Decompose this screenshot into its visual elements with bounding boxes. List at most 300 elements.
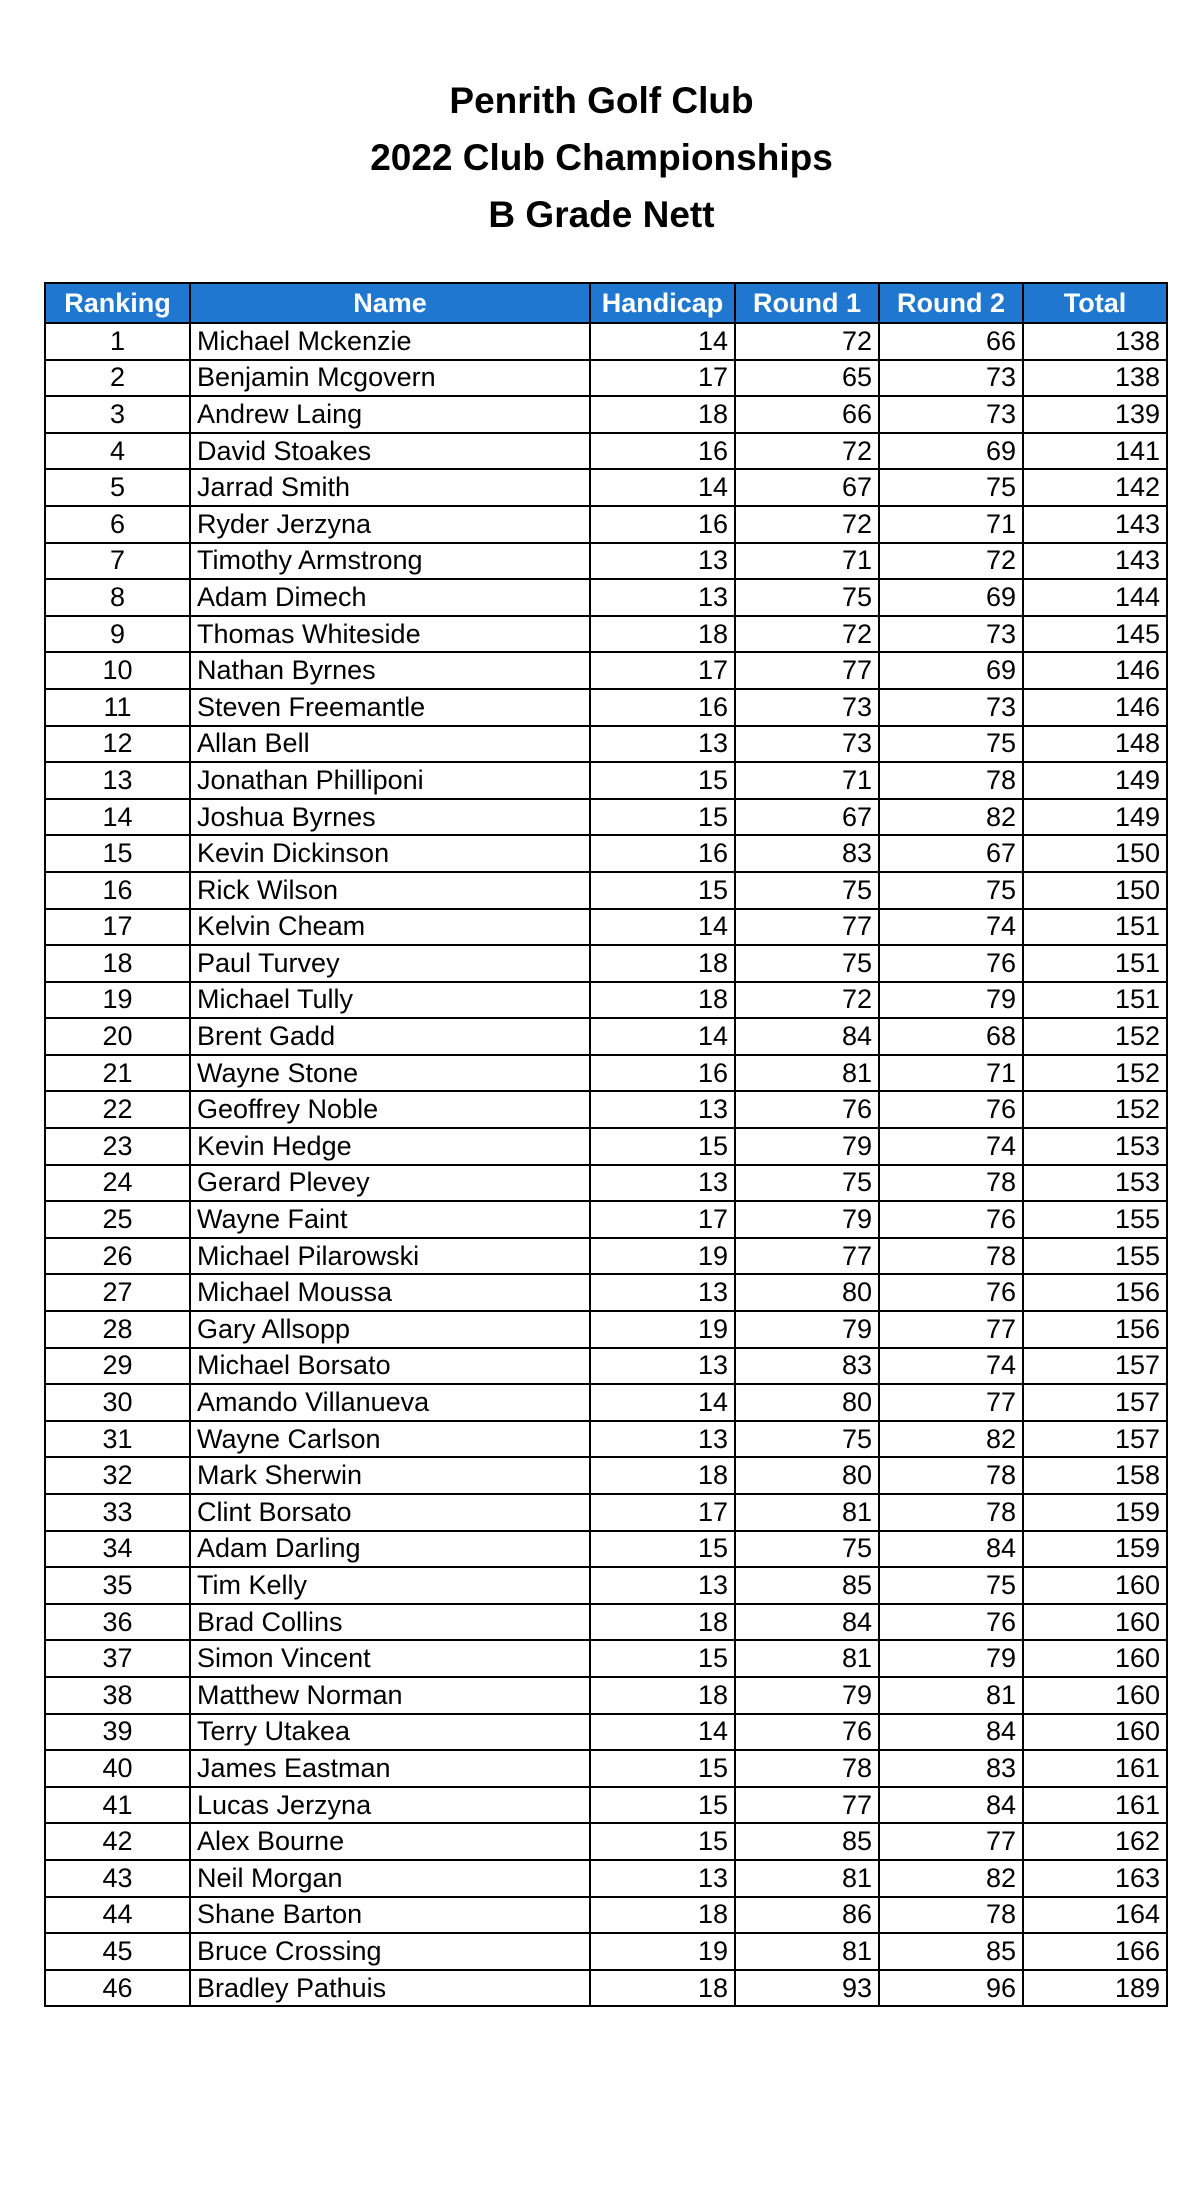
cell-name: Gary Allsopp <box>190 1311 590 1348</box>
cell-round-1: 79 <box>735 1677 879 1714</box>
cell-ranking: 41 <box>45 1787 190 1824</box>
cell-round-1: 79 <box>735 1201 879 1238</box>
cell-handicap: 13 <box>590 1165 735 1202</box>
cell-round-2: 68 <box>879 1018 1023 1055</box>
cell-round-2: 69 <box>879 579 1023 616</box>
cell-round-1: 71 <box>735 543 879 580</box>
cell-round-1: 85 <box>735 1567 879 1604</box>
cell-round-1: 77 <box>735 1238 879 1275</box>
cell-round-1: 72 <box>735 982 879 1019</box>
table-row <box>45 945 1167 982</box>
cell-ranking: 15 <box>45 835 190 872</box>
table-row <box>45 1201 1167 1238</box>
cell-ranking: 5 <box>45 469 190 506</box>
table-row <box>45 1457 1167 1494</box>
cell-handicap: 15 <box>590 1823 735 1860</box>
cell-total: 161 <box>1023 1787 1167 1824</box>
cell-round-2: 72 <box>879 543 1023 580</box>
cell-ranking: 22 <box>45 1091 190 1128</box>
table-row <box>45 1531 1167 1568</box>
results-table <box>44 282 1168 2007</box>
cell-round-2: 71 <box>879 1055 1023 1092</box>
cell-ranking: 1 <box>45 323 190 360</box>
cell-handicap: 16 <box>590 835 735 872</box>
cell-total: 163 <box>1023 1860 1167 1897</box>
cell-total: 150 <box>1023 835 1167 872</box>
col-header-name: Name <box>190 283 590 323</box>
cell-round-2: 69 <box>879 652 1023 689</box>
cell-ranking: 16 <box>45 872 190 909</box>
cell-name: Neil Morgan <box>190 1860 590 1897</box>
cell-handicap: 18 <box>590 1457 735 1494</box>
cell-total: 143 <box>1023 506 1167 543</box>
table-row <box>45 1494 1167 1531</box>
cell-name: Amando Villanueva <box>190 1384 590 1421</box>
cell-round-1: 77 <box>735 1787 879 1824</box>
cell-ranking: 13 <box>45 762 190 799</box>
cell-round-2: 76 <box>879 945 1023 982</box>
cell-name: Wayne Carlson <box>190 1421 590 1458</box>
cell-handicap: 16 <box>590 433 735 470</box>
table-row <box>45 1018 1167 1055</box>
cell-round-1: 72 <box>735 616 879 653</box>
grade-title: B Grade Nett <box>488 194 715 235</box>
cell-round-1: 79 <box>735 1128 879 1165</box>
cell-round-1: 81 <box>735 1860 879 1897</box>
col-header-round-2: Round 2 <box>879 283 1023 323</box>
cell-round-2: 76 <box>879 1091 1023 1128</box>
cell-round-1: 83 <box>735 1348 879 1385</box>
cell-round-1: 67 <box>735 469 879 506</box>
cell-name: Nathan Byrnes <box>190 652 590 689</box>
cell-name: Shane Barton <box>190 1897 590 1934</box>
cell-name: Gerard Plevey <box>190 1165 590 1202</box>
cell-name: Kelvin Cheam <box>190 909 590 946</box>
table-row <box>45 1091 1167 1128</box>
table-row <box>45 1311 1167 1348</box>
table-row <box>45 835 1167 872</box>
cell-name: Mark Sherwin <box>190 1457 590 1494</box>
table-row <box>45 1604 1167 1641</box>
cell-handicap: 14 <box>590 1018 735 1055</box>
cell-name: Alex Bourne <box>190 1823 590 1860</box>
cell-ranking: 38 <box>45 1677 190 1714</box>
cell-total: 159 <box>1023 1531 1167 1568</box>
cell-ranking: 17 <box>45 909 190 946</box>
cell-name: Wayne Faint <box>190 1201 590 1238</box>
table-row <box>45 396 1167 433</box>
cell-round-2: 81 <box>879 1677 1023 1714</box>
cell-round-1: 72 <box>735 433 879 470</box>
table-row <box>45 1421 1167 1458</box>
cell-round-2: 78 <box>879 1457 1023 1494</box>
cell-ranking: 29 <box>45 1348 190 1385</box>
cell-total: 160 <box>1023 1677 1167 1714</box>
cell-total: 160 <box>1023 1567 1167 1604</box>
table-row <box>45 616 1167 653</box>
cell-total: 157 <box>1023 1384 1167 1421</box>
cell-name: Bruce Crossing <box>190 1933 590 1970</box>
cell-total: 142 <box>1023 469 1167 506</box>
cell-total: 160 <box>1023 1604 1167 1641</box>
cell-name: Paul Turvey <box>190 945 590 982</box>
cell-total: 166 <box>1023 1933 1167 1970</box>
cell-total: 139 <box>1023 396 1167 433</box>
cell-round-1: 84 <box>735 1018 879 1055</box>
table-row <box>45 506 1167 543</box>
cell-total: 138 <box>1023 323 1167 360</box>
cell-ranking: 37 <box>45 1640 190 1677</box>
cell-name: Andrew Laing <box>190 396 590 433</box>
cell-total: 151 <box>1023 982 1167 1019</box>
table-row <box>45 982 1167 1019</box>
cell-ranking: 35 <box>45 1567 190 1604</box>
cell-ranking: 6 <box>45 506 190 543</box>
cell-round-1: 81 <box>735 1494 879 1531</box>
cell-ranking: 4 <box>45 433 190 470</box>
table-row <box>45 469 1167 506</box>
table-row <box>45 1165 1167 1202</box>
cell-round-1: 71 <box>735 762 879 799</box>
cell-total: 149 <box>1023 799 1167 836</box>
event-title: 2022 Club Championships <box>370 137 833 178</box>
cell-ranking: 11 <box>45 689 190 726</box>
cell-ranking: 28 <box>45 1311 190 1348</box>
cell-handicap: 18 <box>590 982 735 1019</box>
table-row <box>45 543 1167 580</box>
cell-round-2: 76 <box>879 1201 1023 1238</box>
cell-round-2: 75 <box>879 469 1023 506</box>
cell-handicap: 19 <box>590 1311 735 1348</box>
cell-total: 152 <box>1023 1091 1167 1128</box>
cell-handicap: 13 <box>590 1567 735 1604</box>
cell-ranking: 10 <box>45 652 190 689</box>
cell-ranking: 12 <box>45 726 190 763</box>
cell-handicap: 13 <box>590 543 735 580</box>
cell-name: Lucas Jerzyna <box>190 1787 590 1824</box>
cell-name: Michael Tully <box>190 982 590 1019</box>
cell-round-2: 75 <box>879 1567 1023 1604</box>
cell-total: 144 <box>1023 579 1167 616</box>
document-header <box>0 72 1203 243</box>
cell-round-1: 86 <box>735 1897 879 1934</box>
header-row <box>45 283 1167 323</box>
cell-round-2: 77 <box>879 1384 1023 1421</box>
cell-ranking: 19 <box>45 982 190 1019</box>
cell-ranking: 24 <box>45 1165 190 1202</box>
cell-name: Michael Moussa <box>190 1274 590 1311</box>
cell-total: 150 <box>1023 872 1167 909</box>
cell-total: 157 <box>1023 1348 1167 1385</box>
cell-total: 152 <box>1023 1018 1167 1055</box>
cell-handicap: 15 <box>590 1640 735 1677</box>
results-body <box>45 323 1167 2006</box>
cell-total: 138 <box>1023 360 1167 397</box>
table-row <box>45 1055 1167 1092</box>
cell-round-1: 75 <box>735 1421 879 1458</box>
cell-ranking: 3 <box>45 396 190 433</box>
cell-name: Kevin Hedge <box>190 1128 590 1165</box>
cell-round-1: 80 <box>735 1384 879 1421</box>
cell-total: 155 <box>1023 1238 1167 1275</box>
cell-round-2: 82 <box>879 799 1023 836</box>
cell-round-1: 75 <box>735 872 879 909</box>
cell-total: 149 <box>1023 762 1167 799</box>
cell-round-2: 74 <box>879 1128 1023 1165</box>
cell-round-1: 77 <box>735 652 879 689</box>
cell-ranking: 7 <box>45 543 190 580</box>
cell-handicap: 15 <box>590 1750 735 1787</box>
cell-total: 153 <box>1023 1128 1167 1165</box>
cell-total: 148 <box>1023 726 1167 763</box>
cell-total: 145 <box>1023 616 1167 653</box>
cell-handicap: 19 <box>590 1238 735 1275</box>
table-row <box>45 799 1167 836</box>
cell-round-2: 78 <box>879 762 1023 799</box>
cell-round-1: 66 <box>735 396 879 433</box>
cell-name: Clint Borsato <box>190 1494 590 1531</box>
cell-total: 189 <box>1023 1970 1167 2007</box>
cell-ranking: 26 <box>45 1238 190 1275</box>
cell-name: David Stoakes <box>190 433 590 470</box>
cell-handicap: 15 <box>590 762 735 799</box>
cell-ranking: 34 <box>45 1531 190 1568</box>
cell-handicap: 17 <box>590 1201 735 1238</box>
cell-handicap: 15 <box>590 1531 735 1568</box>
cell-handicap: 19 <box>590 1933 735 1970</box>
cell-round-1: 93 <box>735 1970 879 2007</box>
cell-round-2: 78 <box>879 1165 1023 1202</box>
cell-round-2: 67 <box>879 835 1023 872</box>
cell-round-1: 76 <box>735 1091 879 1128</box>
cell-ranking: 44 <box>45 1897 190 1934</box>
cell-name: Jonathan Philliponi <box>190 762 590 799</box>
cell-round-2: 73 <box>879 616 1023 653</box>
cell-ranking: 33 <box>45 1494 190 1531</box>
cell-round-1: 81 <box>735 1933 879 1970</box>
cell-name: Kevin Dickinson <box>190 835 590 872</box>
cell-round-2: 85 <box>879 1933 1023 1970</box>
cell-total: 161 <box>1023 1750 1167 1787</box>
cell-name: Allan Bell <box>190 726 590 763</box>
cell-handicap: 16 <box>590 1055 735 1092</box>
club-name: Penrith Golf Club <box>449 80 754 121</box>
cell-name: James Eastman <box>190 1750 590 1787</box>
cell-round-2: 79 <box>879 982 1023 1019</box>
cell-handicap: 16 <box>590 506 735 543</box>
cell-handicap: 16 <box>590 689 735 726</box>
cell-ranking: 27 <box>45 1274 190 1311</box>
table-row <box>45 1860 1167 1897</box>
cell-ranking: 40 <box>45 1750 190 1787</box>
cell-handicap: 17 <box>590 1494 735 1531</box>
cell-round-1: 73 <box>735 689 879 726</box>
table-row <box>45 1384 1167 1421</box>
table-row <box>45 1128 1167 1165</box>
cell-name: Bradley Pathuis <box>190 1970 590 2007</box>
cell-total: 141 <box>1023 433 1167 470</box>
cell-handicap: 13 <box>590 1091 735 1128</box>
cell-ranking: 42 <box>45 1823 190 1860</box>
cell-round-1: 72 <box>735 506 879 543</box>
cell-round-2: 69 <box>879 433 1023 470</box>
cell-name: Steven Freemantle <box>190 689 590 726</box>
cell-round-1: 83 <box>735 835 879 872</box>
cell-handicap: 15 <box>590 799 735 836</box>
cell-ranking: 36 <box>45 1604 190 1641</box>
cell-handicap: 17 <box>590 360 735 397</box>
cell-round-2: 76 <box>879 1274 1023 1311</box>
cell-handicap: 18 <box>590 945 735 982</box>
cell-round-2: 82 <box>879 1860 1023 1897</box>
cell-handicap: 13 <box>590 1274 735 1311</box>
cell-handicap: 14 <box>590 1384 735 1421</box>
cell-handicap: 18 <box>590 396 735 433</box>
cell-round-1: 73 <box>735 726 879 763</box>
table-row <box>45 579 1167 616</box>
cell-ranking: 21 <box>45 1055 190 1092</box>
cell-handicap: 18 <box>590 1677 735 1714</box>
table-row <box>45 762 1167 799</box>
cell-handicap: 15 <box>590 1787 735 1824</box>
cell-total: 158 <box>1023 1457 1167 1494</box>
cell-round-2: 78 <box>879 1897 1023 1934</box>
cell-handicap: 13 <box>590 1860 735 1897</box>
table-row <box>45 1970 1167 2007</box>
cell-round-2: 74 <box>879 1348 1023 1385</box>
cell-round-2: 73 <box>879 396 1023 433</box>
cell-handicap: 18 <box>590 1970 735 2007</box>
cell-handicap: 13 <box>590 579 735 616</box>
cell-total: 160 <box>1023 1714 1167 1751</box>
cell-round-2: 96 <box>879 1970 1023 2007</box>
col-header-round-1: Round 1 <box>735 283 879 323</box>
table-row <box>45 1714 1167 1751</box>
cell-round-2: 77 <box>879 1311 1023 1348</box>
cell-name: Michael Pilarowski <box>190 1238 590 1275</box>
cell-name: Joshua Byrnes <box>190 799 590 836</box>
cell-round-2: 83 <box>879 1750 1023 1787</box>
cell-name: Wayne Stone <box>190 1055 590 1092</box>
cell-name: Thomas Whiteside <box>190 616 590 653</box>
cell-ranking: 8 <box>45 579 190 616</box>
cell-round-2: 79 <box>879 1640 1023 1677</box>
cell-handicap: 14 <box>590 1714 735 1751</box>
cell-name: Geoffrey Noble <box>190 1091 590 1128</box>
cell-round-1: 67 <box>735 799 879 836</box>
cell-total: 159 <box>1023 1494 1167 1531</box>
cell-total: 160 <box>1023 1640 1167 1677</box>
cell-round-1: 76 <box>735 1714 879 1751</box>
cell-total: 146 <box>1023 652 1167 689</box>
cell-total: 143 <box>1023 543 1167 580</box>
cell-total: 152 <box>1023 1055 1167 1092</box>
cell-round-1: 72 <box>735 323 879 360</box>
cell-total: 164 <box>1023 1897 1167 1934</box>
table-row <box>45 1823 1167 1860</box>
cell-total: 151 <box>1023 909 1167 946</box>
cell-name: Brent Gadd <box>190 1018 590 1055</box>
cell-handicap: 18 <box>590 616 735 653</box>
cell-round-1: 75 <box>735 579 879 616</box>
cell-handicap: 14 <box>590 909 735 946</box>
cell-ranking: 30 <box>45 1384 190 1421</box>
table-row <box>45 726 1167 763</box>
cell-round-2: 75 <box>879 726 1023 763</box>
cell-handicap: 14 <box>590 469 735 506</box>
cell-total: 156 <box>1023 1274 1167 1311</box>
table-row <box>45 1677 1167 1714</box>
cell-round-2: 73 <box>879 360 1023 397</box>
cell-round-1: 75 <box>735 1165 879 1202</box>
cell-name: Simon Vincent <box>190 1640 590 1677</box>
cell-name: Jarrad Smith <box>190 469 590 506</box>
cell-ranking: 14 <box>45 799 190 836</box>
cell-ranking: 18 <box>45 945 190 982</box>
cell-round-1: 80 <box>735 1457 879 1494</box>
cell-name: Adam Darling <box>190 1531 590 1568</box>
cell-handicap: 17 <box>590 652 735 689</box>
cell-total: 156 <box>1023 1311 1167 1348</box>
cell-ranking: 20 <box>45 1018 190 1055</box>
cell-total: 162 <box>1023 1823 1167 1860</box>
cell-name: Ryder Jerzyna <box>190 506 590 543</box>
cell-round-1: 81 <box>735 1055 879 1092</box>
table-row <box>45 433 1167 470</box>
table-row <box>45 1750 1167 1787</box>
cell-round-2: 66 <box>879 323 1023 360</box>
table-row <box>45 360 1167 397</box>
table-row <box>45 652 1167 689</box>
cell-ranking: 31 <box>45 1421 190 1458</box>
cell-round-2: 76 <box>879 1604 1023 1641</box>
cell-round-1: 75 <box>735 945 879 982</box>
cell-round-2: 84 <box>879 1714 1023 1751</box>
cell-ranking: 45 <box>45 1933 190 1970</box>
table-row <box>45 1238 1167 1275</box>
cell-round-2: 71 <box>879 506 1023 543</box>
cell-round-1: 79 <box>735 1311 879 1348</box>
table-row <box>45 689 1167 726</box>
cell-total: 153 <box>1023 1165 1167 1202</box>
cell-round-2: 84 <box>879 1531 1023 1568</box>
cell-name: Timothy Armstrong <box>190 543 590 580</box>
cell-round-2: 77 <box>879 1823 1023 1860</box>
cell-ranking: 43 <box>45 1860 190 1897</box>
cell-name: Adam Dimech <box>190 579 590 616</box>
cell-handicap: 14 <box>590 323 735 360</box>
cell-round-1: 77 <box>735 909 879 946</box>
cell-round-1: 80 <box>735 1274 879 1311</box>
cell-total: 151 <box>1023 945 1167 982</box>
cell-handicap: 18 <box>590 1897 735 1934</box>
col-header-handicap: Handicap <box>590 283 735 323</box>
table-row <box>45 1348 1167 1385</box>
cell-total: 146 <box>1023 689 1167 726</box>
cell-total: 155 <box>1023 1201 1167 1238</box>
cell-round-1: 65 <box>735 360 879 397</box>
col-header-ranking: Ranking <box>45 283 190 323</box>
cell-round-1: 78 <box>735 1750 879 1787</box>
cell-round-1: 84 <box>735 1604 879 1641</box>
table-row <box>45 1274 1167 1311</box>
cell-name: Terry Utakea <box>190 1714 590 1751</box>
cell-round-1: 85 <box>735 1823 879 1860</box>
cell-ranking: 9 <box>45 616 190 653</box>
cell-ranking: 25 <box>45 1201 190 1238</box>
cell-name: Michael Borsato <box>190 1348 590 1385</box>
table-row <box>45 323 1167 360</box>
